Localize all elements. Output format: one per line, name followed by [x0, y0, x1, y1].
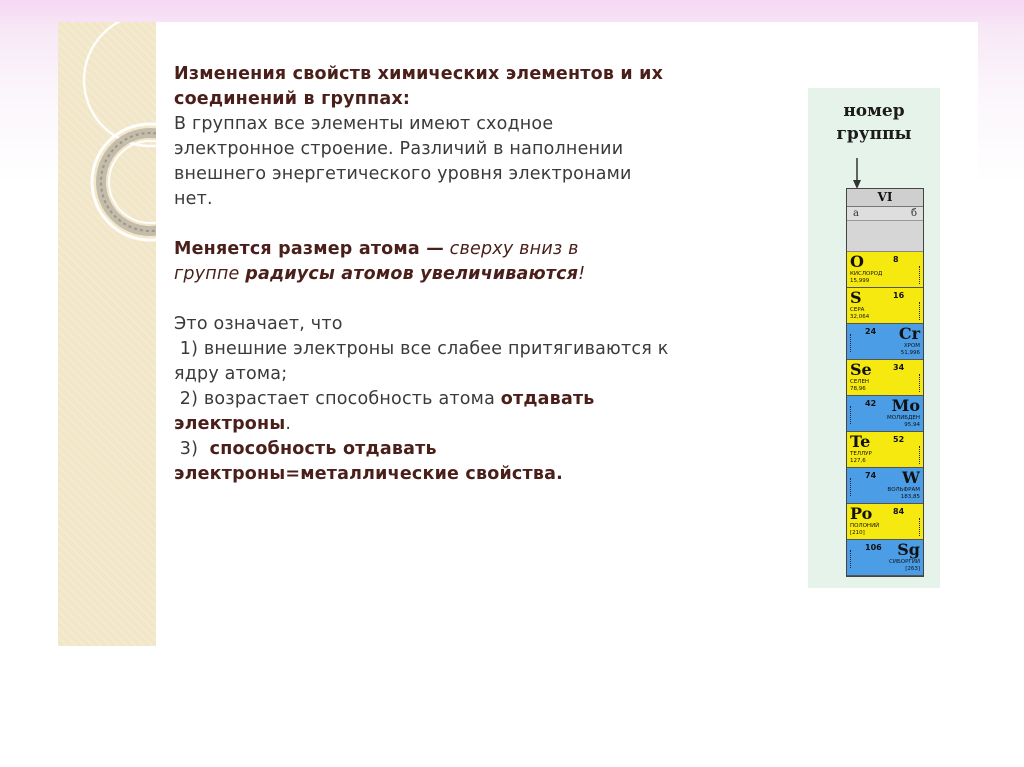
- element-symbol: Se: [850, 360, 872, 379]
- heading-line-1: Изменения свойств химических элементов и их: [174, 64, 664, 84]
- element-cell: [847, 324, 923, 360]
- exclamation: !: [578, 264, 586, 284]
- means-line: Это означает, что: [174, 314, 343, 334]
- element-number: 52: [893, 435, 905, 444]
- roman-numeral: VI: [847, 189, 923, 207]
- element-cell: [847, 360, 923, 396]
- orbital-marker: [850, 478, 854, 496]
- element-name: ХРОМ: [903, 343, 920, 349]
- element-symbol: S: [850, 288, 862, 307]
- element-cell: [847, 468, 923, 504]
- element-number: 42: [865, 399, 877, 408]
- element-mass: 51,996: [900, 350, 920, 356]
- orbital-marker: [916, 518, 920, 536]
- intro-line: нет.: [174, 189, 213, 209]
- pointer-arrow-icon: [852, 158, 862, 190]
- element-name: МОЛИБДЕН: [886, 415, 920, 421]
- slide: [58, 22, 978, 646]
- slide-text: [174, 62, 814, 487]
- element-cell: [847, 288, 923, 324]
- item-3-text: 3): [174, 439, 204, 459]
- element-number: 84: [893, 507, 905, 516]
- heading-line-2: соединений в группах:: [174, 89, 411, 109]
- subgroup-row: [847, 207, 923, 221]
- element-name: ВОЛЬФРАМ: [887, 487, 920, 493]
- atom-size-italic: сверху вниз в: [449, 239, 579, 259]
- element-name: ПОЛОНИЙ: [850, 523, 880, 529]
- orbital-marker: [850, 334, 854, 352]
- heading: [174, 62, 814, 112]
- intro-line: внешнего энергетического уровня электронами: [174, 164, 632, 184]
- item-2-bold: отдавать: [500, 389, 595, 409]
- atom-size-bold: Меняется размер атома —: [174, 239, 444, 259]
- element-symbol: Te: [850, 432, 871, 451]
- element-symbol: O: [850, 252, 864, 271]
- element-mass: 78,96: [850, 386, 866, 392]
- element-cell: [847, 432, 923, 468]
- element-mass: [263]: [905, 566, 920, 572]
- orbital-marker: [850, 406, 854, 424]
- element-name: КИСЛОРОД: [850, 271, 883, 277]
- element-number: 16: [893, 291, 905, 300]
- subgroup-a: а: [853, 208, 859, 219]
- element-number: 8: [893, 255, 899, 264]
- element-cell: [847, 252, 923, 288]
- item-3-bold-line-2: электроны=металлические свойства.: [174, 464, 563, 484]
- element-symbol: Po: [850, 504, 873, 523]
- orbital-marker: [850, 550, 854, 568]
- element-number: 74: [865, 471, 877, 480]
- element-number: 24: [865, 327, 877, 336]
- element-symbol: Cr: [898, 324, 920, 343]
- atom-size-paragraph: [174, 237, 814, 287]
- element-name: СЕЛЕН: [850, 379, 870, 385]
- item-1-line-2: ядру атома;: [174, 364, 288, 384]
- group-number-label: [808, 100, 940, 146]
- orbital-marker: [916, 446, 920, 464]
- orbital-marker: [916, 266, 920, 284]
- item-2-bold-line-2: электроны: [174, 414, 286, 434]
- intro-line: электронное строение. Различий в наполнении: [174, 139, 624, 159]
- item-1-line-1: 1) внешние электроны все слабее притягиваются к: [174, 339, 669, 359]
- element-name: ТЕЛЛУР: [850, 451, 872, 457]
- item-2-end: .: [285, 414, 292, 434]
- decorative-side-panel: [58, 22, 156, 646]
- group-title-line-2: группы: [836, 124, 912, 144]
- element-cell: [847, 396, 923, 432]
- orbital-marker: [916, 374, 920, 392]
- orbital-marker: [916, 302, 920, 320]
- item-3-bold: способность отдавать: [209, 439, 437, 459]
- intro-line: В группах все элементы имеют сходное: [174, 114, 554, 134]
- element-cell: [847, 540, 923, 576]
- element-mass: 183,85: [900, 494, 920, 500]
- element-mass: 95,94: [904, 422, 920, 428]
- intro-paragraph: [174, 112, 814, 212]
- atom-size-group: группе: [174, 264, 240, 284]
- group-title-line-1: номер: [843, 101, 905, 121]
- element-mass: 32,064: [850, 314, 870, 320]
- element-number: 106: [865, 543, 882, 552]
- consequences-paragraph: [174, 312, 814, 487]
- empty-row: [847, 221, 923, 252]
- element-mass: 15,999: [850, 278, 870, 284]
- atom-radius-increase: радиусы атомов увеличиваются: [245, 264, 579, 284]
- element-symbol: Mo: [891, 396, 920, 415]
- group-six-illustration: [808, 88, 940, 588]
- item-2-text: 2) возрастает способность атома: [174, 389, 495, 409]
- subgroup-b: б: [910, 208, 917, 219]
- element-symbol: Sg: [897, 540, 920, 559]
- element-mass: [210]: [850, 530, 865, 536]
- element-symbol: W: [902, 468, 920, 487]
- element-name: СЕРА: [850, 307, 865, 313]
- element-name: СИБОРГИЙ: [889, 559, 920, 565]
- element-mass: 127,6: [850, 458, 866, 464]
- element-column: [846, 188, 924, 577]
- element-number: 34: [893, 363, 905, 372]
- element-cell: [847, 504, 923, 540]
